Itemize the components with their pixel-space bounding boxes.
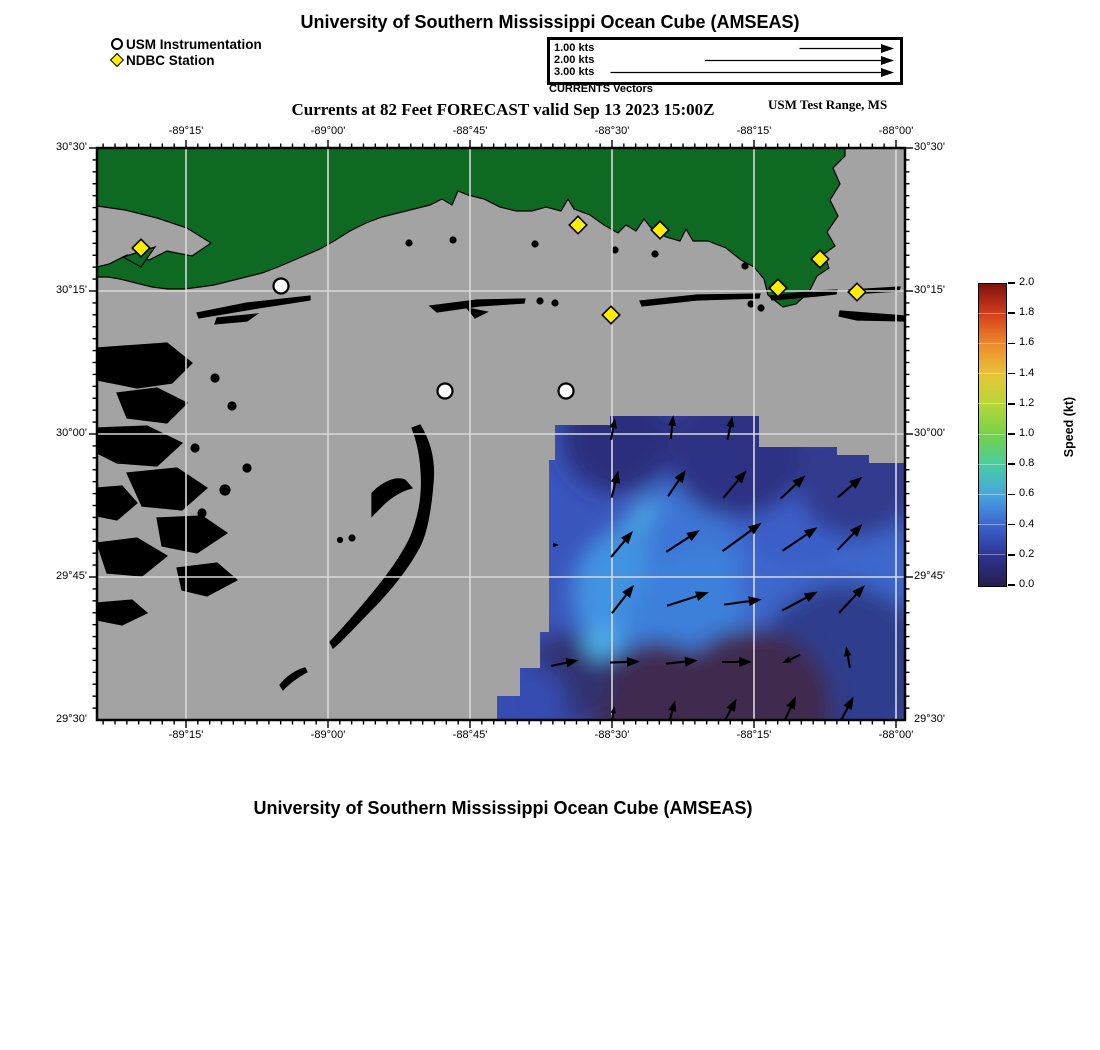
colorbar-tick-label: 0.8	[1019, 457, 1035, 470]
colorbar	[978, 283, 1007, 587]
range-label: USM Test Range, MS	[768, 97, 888, 112]
map-area	[97, 148, 905, 720]
colorbar-tick-label: 1.0	[1019, 427, 1035, 439]
vector-scale-caption: CURRENTS Vectors	[549, 83, 653, 95]
x-axis-label-bottom: -88°00'	[878, 729, 914, 741]
scale-arrow-label: 2.00 kts	[554, 54, 595, 66]
legend-label-usm: USM Instrumentation	[126, 36, 262, 52]
forecast-subtitle: Currents at 82 Feet FORECAST valid Sep 13 2023 15:00Z	[291, 100, 715, 119]
y-axis-label-left: 29°45'	[56, 570, 87, 582]
colorbar-tick	[1008, 524, 1015, 526]
colorbar-gridline	[978, 434, 1005, 435]
current-arrow-tail	[610, 662, 627, 663]
y-axis-label-right: 30°00'	[914, 427, 945, 439]
y-axis-label-right: 30°30'	[914, 141, 945, 153]
scale-arrow-head	[881, 56, 894, 65]
current-arrow-tail	[671, 426, 672, 439]
colorbar-tick-label: 0.4	[1019, 517, 1035, 530]
y-axis-label-right: 29°45'	[914, 570, 945, 582]
usm-circle-icon	[111, 38, 123, 50]
colorbar-tick	[1008, 373, 1015, 375]
colorbar-tick-label: 0.6	[1019, 487, 1035, 500]
usm-instrumentation-marker	[438, 384, 453, 399]
colorbar-tick	[1008, 584, 1015, 586]
x-axis-label-top: -89°15'	[168, 125, 204, 137]
scale-arrow-head	[881, 68, 894, 77]
colorbar-tick-label: 1.8	[1019, 306, 1035, 319]
colorbar-gridline	[978, 524, 1005, 525]
colorbar-gridline	[978, 494, 1005, 495]
colorbar-tick	[1008, 312, 1015, 314]
x-axis-label-top: -88°45'	[452, 125, 488, 137]
colorbar-tick	[1008, 343, 1015, 345]
colorbar-gridline	[978, 313, 1005, 314]
y-axis-label-left: 30°00'	[56, 427, 87, 439]
legend-row-usm	[111, 36, 262, 52]
x-axis-label-top: -88°30'	[594, 125, 630, 137]
scale-arrow-label: 3.00 kts	[554, 66, 595, 78]
x-axis-label-top: -89°00'	[310, 125, 346, 137]
colorbar-tick	[1008, 282, 1015, 284]
x-axis-label-bottom: -88°15'	[736, 729, 772, 741]
y-axis-label-right: 30°15'	[914, 284, 945, 296]
y-axis-label-left: 30°15'	[56, 284, 87, 296]
x-axis-label-bottom: -89°15'	[168, 729, 204, 741]
colorbar-gridline	[978, 343, 1005, 344]
x-axis-label-top: -88°00'	[878, 125, 914, 137]
figure-title-top: University of Southern Mississippi Ocean Cube (AMSEAS)	[300, 12, 800, 32]
figure-title-bottom: University of Southern Mississippi Ocean Cube (AMSEAS)	[253, 798, 753, 818]
y-axis-label-left: 30°30'	[56, 141, 87, 153]
scale-arrow-head	[881, 44, 894, 53]
colorbar-tick-label: 0.0	[1019, 578, 1035, 590]
x-axis-label-top: -88°15'	[736, 125, 772, 137]
scale-arrow-label: 1.00 kts	[554, 42, 595, 54]
colorbar-tick-label: 1.6	[1019, 336, 1035, 349]
colorbar-tick	[1008, 433, 1015, 435]
colorbar-tick-label: 1.2	[1019, 396, 1035, 409]
colorbar-tick-label: 1.4	[1019, 366, 1035, 379]
colorbar-gridline	[978, 403, 1005, 404]
marker-legend	[111, 36, 262, 68]
x-axis-label-bottom: -88°45'	[452, 729, 488, 741]
ndbc-diamond-icon	[110, 53, 124, 67]
y-axis-label-left: 29°30'	[56, 713, 87, 725]
colorbar-tick	[1008, 463, 1015, 465]
colorbar-title: Speed (kt)	[1062, 396, 1076, 458]
x-axis-label-bottom: -89°00'	[310, 729, 346, 741]
legend-label-ndbc: NDBC Station	[126, 52, 215, 68]
colorbar-tick-label: 0.2	[1019, 547, 1035, 560]
usm-instrumentation-marker	[274, 279, 289, 294]
current-vector-scale-box	[547, 37, 903, 85]
y-axis-label-right: 29°30'	[914, 713, 945, 725]
colorbar-tick	[1008, 494, 1015, 496]
usm-instrumentation-marker	[559, 384, 574, 399]
colorbar-tick-label: 2.0	[1019, 276, 1035, 288]
colorbar-gridline	[978, 464, 1005, 465]
vector-scale-arrows	[550, 40, 894, 76]
map-plot	[97, 148, 905, 720]
colorbar-gridline	[978, 373, 1005, 374]
x-axis-label-bottom: -88°30'	[594, 729, 630, 741]
colorbar-tick	[1008, 554, 1015, 556]
colorbar-tick	[1008, 403, 1015, 405]
legend-row-ndbc	[111, 52, 262, 68]
colorbar-gridline	[978, 554, 1005, 555]
field-blob	[672, 628, 832, 788]
